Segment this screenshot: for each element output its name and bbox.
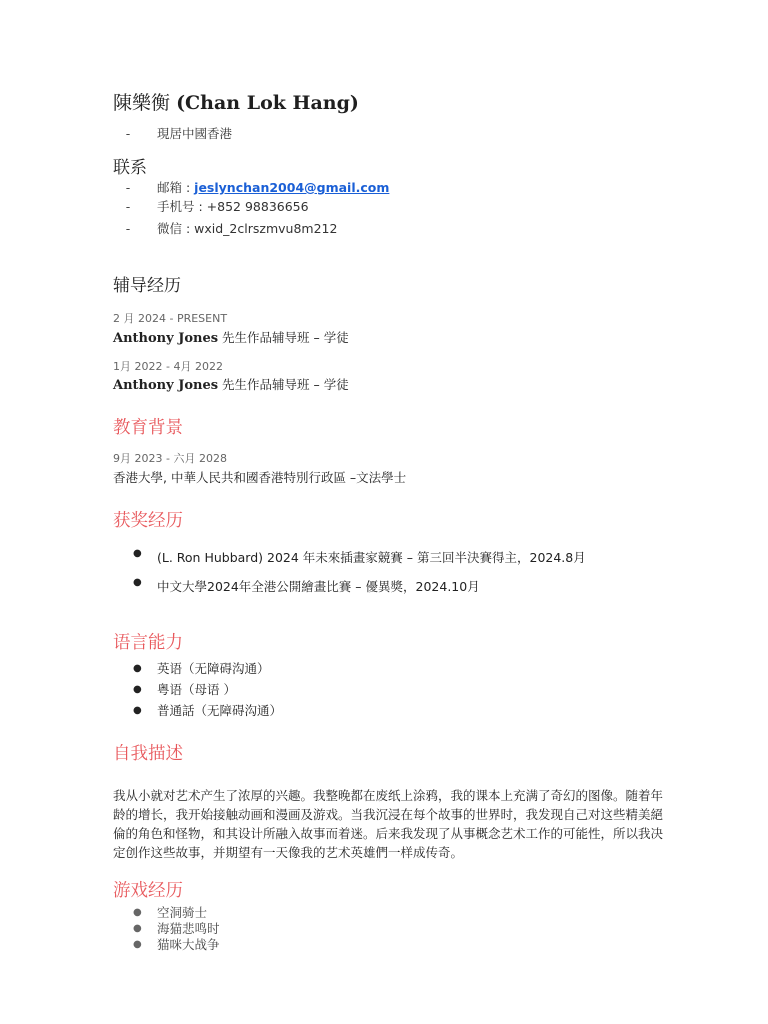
language-text: 粤语（母语 ） xyxy=(157,682,236,697)
location-text: 現居中國香港 xyxy=(157,126,233,141)
bullet-dot: ● xyxy=(133,923,142,934)
dash-marker: - xyxy=(125,126,131,141)
game-text: 海猫悲鸣时 xyxy=(157,921,220,936)
bullet-dot: ● xyxy=(133,684,142,695)
dash-marker: - xyxy=(125,180,131,195)
contact-heading: 联系 xyxy=(113,158,147,178)
tutoring-heading: 辅导经历 xyxy=(113,276,181,296)
tutoring-date-2: 1月 2022 - 4月 2022 xyxy=(113,360,223,373)
game-item xyxy=(113,905,220,921)
game-text: 空洞骑士 xyxy=(157,905,208,920)
awards-list xyxy=(113,548,586,595)
game-item xyxy=(113,921,220,937)
bullet-dot: ● xyxy=(133,548,142,559)
tutoring-entry-1 xyxy=(113,328,349,346)
language-item xyxy=(113,700,282,721)
bullet-dot: ● xyxy=(133,907,142,918)
language-item xyxy=(113,658,282,679)
language-text: 普通話（无障碍沟通） xyxy=(157,703,283,718)
name-chinese: 陳樂衡 xyxy=(113,92,171,114)
dash-marker: - xyxy=(125,199,131,214)
awards-heading: 获奖经历 xyxy=(113,511,183,531)
games-list xyxy=(113,905,220,953)
education-text: 香港大學, 中華人民共和國香港特別行政區 –文法學士 xyxy=(113,470,407,485)
resume-name xyxy=(113,88,359,115)
tutoring-date-1: 2 月 2024 - PRESENT xyxy=(113,312,228,325)
game-text: 猫咪大战争 xyxy=(157,937,220,952)
award-text: (L. Ron Hubbard) 2024 年未來插畫家競賽 – 第三回半決賽得主，2024.8月 xyxy=(157,550,586,565)
contact-list xyxy=(113,178,389,238)
location-item xyxy=(113,124,232,143)
language-text: 英语（无障碍沟通） xyxy=(157,661,270,676)
email-label: 邮箱 : xyxy=(157,180,195,195)
bullet-dot: ● xyxy=(133,939,142,950)
tutoring-entry-2 xyxy=(113,375,349,393)
self-description: 我从小就对艺术产生了浓厚的兴趣。我整晚都在废纸上涂鸦，我的课本上充满了奇幻的图像。随着年龄的增长，我开始接触动画和漫画及游戏。当我沉浸在每个故事的世界时，我发现自己对这些精美絕倫的角色和怪物，和其设计所融入故事而着迷。后来我发现了从事概念艺术工作的可能性，所以我决定创作这些故事，并期望有一天像我的艺术英雄們一样成传奇。 xyxy=(113,788,664,860)
tutor-name: Anthony Jones xyxy=(113,331,219,346)
education-heading: 教育背景 xyxy=(113,418,183,438)
bullet-dot: ● xyxy=(133,663,142,674)
languages-heading: 语言能力 xyxy=(113,633,183,653)
tutor-name: Anthony Jones xyxy=(113,378,219,393)
award-item xyxy=(113,548,586,566)
contact-email-item xyxy=(113,178,389,197)
tutoring-desc: 先生作品辅导班 – 学徒 xyxy=(218,377,349,392)
games-heading: 游戏经历 xyxy=(113,881,183,901)
award-text: 中文大學2024年全港公開繪畫比賽 – 優異獎，2024.10月 xyxy=(157,579,480,594)
location-list xyxy=(113,124,232,143)
education-date: 9月 2023 - 六月 2028 xyxy=(113,452,227,465)
phone-text: 手机号 : +852 98836656 xyxy=(157,199,309,214)
bullet-dot: ● xyxy=(133,705,142,716)
contact-phone-item xyxy=(113,197,389,216)
name-english: (Chan Lok Hang) xyxy=(176,92,359,114)
language-item xyxy=(113,679,282,700)
self-heading: 自我描述 xyxy=(113,744,183,764)
bullet-dot: ● xyxy=(133,577,142,588)
tutoring-desc: 先生作品辅导班 – 学徒 xyxy=(218,330,349,345)
game-item xyxy=(113,937,220,953)
dash-marker: - xyxy=(125,221,131,236)
award-item xyxy=(113,577,586,595)
languages-list xyxy=(113,658,282,721)
contact-wechat-item xyxy=(113,219,389,238)
wechat-text: 微信 : wxid_2clrszmvu8m212 xyxy=(157,221,338,236)
email-link[interactable]: jeslynchan2004@gmail.com xyxy=(194,180,390,195)
